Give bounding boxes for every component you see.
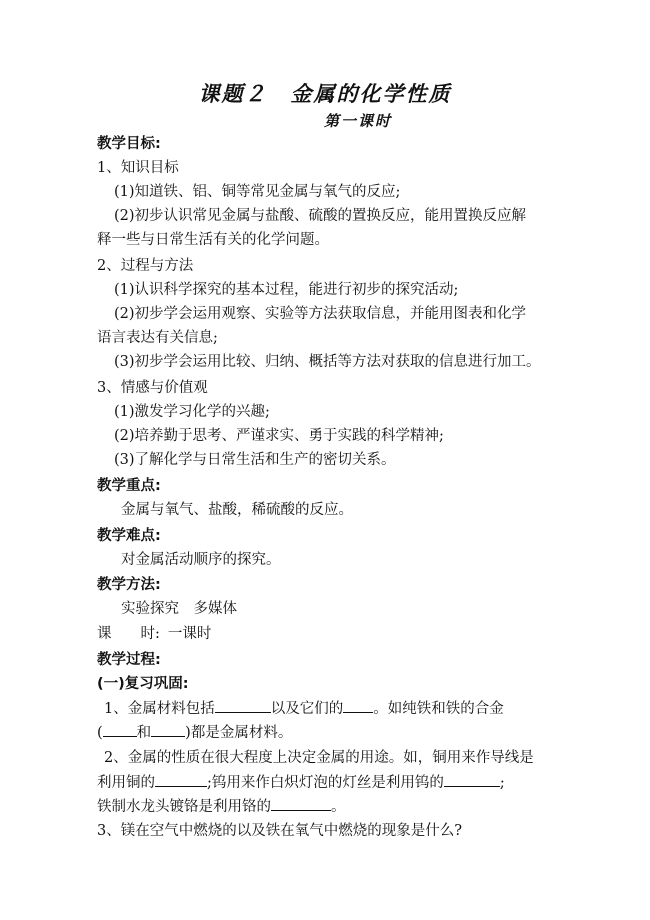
answer-blank[interactable] bbox=[103, 722, 137, 737]
knowledge-heading: 1、知识目标 bbox=[97, 160, 179, 176]
answer-blank[interactable] bbox=[271, 796, 331, 811]
class-hours bbox=[97, 624, 211, 644]
process-item-2-cont: 语言表达有关信息; bbox=[97, 330, 218, 346]
knowledge-item-2-cont: 释一些与日常生活有关的化学问题。 bbox=[97, 232, 329, 248]
lesson-subtitle: 第一课时 bbox=[323, 112, 392, 130]
question-3: 3、镁在空气中燃烧的以及铁在氧气中燃烧的现象是什么? bbox=[97, 823, 462, 839]
answer-blank[interactable] bbox=[444, 772, 500, 787]
key-points-text: 金属与氧气、盐酸，稀硫酸的反应。 bbox=[121, 502, 353, 518]
knowledge-item-1: (1)知道铁、铝、铜等常见金属与氧气的反应; bbox=[114, 184, 401, 200]
method-heading: 教学方法: bbox=[97, 577, 161, 593]
question-1: 1、金属材料包括 以及它们的 。如纯铁和铁的合金 bbox=[104, 698, 504, 719]
lesson-title: 课题２ 金属的化学性质 bbox=[198, 82, 452, 106]
emotion-heading: 3、情感与价值观 bbox=[97, 380, 208, 396]
class-hours-label: 课 时: bbox=[97, 626, 160, 642]
process-item-2: (2)初步学会运用观察、实验等方法获取信息，并能用图表和化学 bbox=[114, 306, 527, 322]
difficulty-heading: 教学难点: bbox=[97, 528, 161, 544]
difficulty-text: 对金属活动顺序的探究。 bbox=[121, 552, 281, 568]
answer-blank[interactable] bbox=[343, 698, 373, 713]
process-item-1: (1)认识科学探究的基本过程，能进行初步的探究活动; bbox=[114, 282, 459, 298]
answer-blank[interactable] bbox=[215, 698, 271, 713]
process-item-3: (3)初步学会运用比较、归纳、概括等方法对获取的信息进行加工。 bbox=[114, 354, 541, 370]
method-text: 实验探究 多媒体 bbox=[121, 601, 237, 617]
question-2-cont: 利用铜的 ;钨用来作白炽灯泡的灯丝是利用钨的 ; bbox=[97, 772, 505, 793]
question-2: 2、金属的性质在很大程度上决定金属的用途。如，铜用来作导线是 bbox=[104, 750, 534, 766]
emotion-item-3: (3)了解化学与日常生活和生产的密切关系。 bbox=[114, 452, 396, 468]
knowledge-item-2: (2)初步认识常见金属与盐酸、硫酸的置换反应，能用置换反应解 bbox=[114, 208, 527, 224]
class-hours-value: 一课时 bbox=[167, 626, 212, 642]
question-2-cont-2: 铁制水龙头镀铬是利用铬的 。 bbox=[97, 796, 346, 817]
answer-blank[interactable] bbox=[155, 772, 207, 787]
review-heading: (一)复习巩固: bbox=[97, 676, 189, 692]
process-section-heading: 教学过程: bbox=[97, 652, 161, 668]
answer-blank[interactable] bbox=[151, 722, 185, 737]
objectives-heading: 教学目标: bbox=[97, 136, 161, 152]
emotion-item-2: (2)培养勤于思考、严谨求实、勇于实践的科学精神; bbox=[114, 428, 444, 444]
process-heading: 2、过程与方法 bbox=[97, 258, 194, 274]
question-1-cont: ( 和 )都是金属材料。 bbox=[97, 722, 292, 743]
emotion-item-1: (1)激发学习化学的兴趣; bbox=[114, 404, 270, 420]
key-points-heading: 教学重点: bbox=[97, 478, 161, 494]
